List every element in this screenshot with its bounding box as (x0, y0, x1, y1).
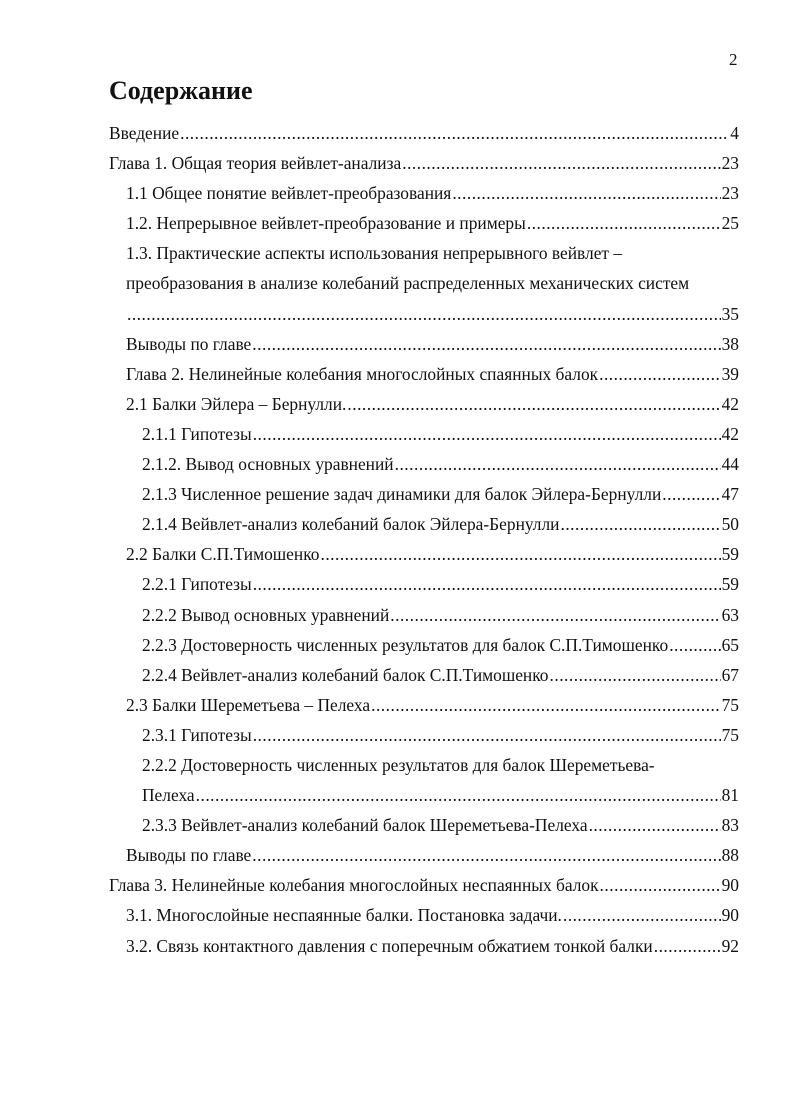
dot-leader (402, 153, 720, 174)
dot-leader (589, 815, 721, 836)
dot-leader (347, 394, 720, 415)
toc-entry-label: 2.3 Балки Шереметьева – Пелеха (126, 694, 371, 715)
dot-leader (253, 574, 721, 595)
toc-entry[interactable] (0, 153, 739, 183)
toc-entry[interactable] (0, 243, 796, 273)
dot-leader (196, 785, 721, 806)
dot-leader (560, 514, 720, 535)
toc-entry[interactable] (0, 755, 796, 785)
toc-entry[interactable] (0, 544, 739, 574)
table-of-contents (0, 123, 796, 966)
toc-entry-label: 1.1 Общее понятие вейвлет-преобразования (126, 183, 452, 204)
toc-entry-page: 44 (721, 454, 739, 475)
toc-entry-page: 23 (721, 183, 739, 204)
toc-entry-continuation[interactable] (0, 273, 796, 303)
toc-entry-page: 81 (721, 785, 739, 806)
toc-entry-page: 50 (721, 514, 739, 535)
toc-entry-page: 75 (721, 724, 739, 745)
toc-entry-label: 1.2. Непрерывное вейвлет-преобразование и примеры (126, 213, 526, 234)
toc-entry[interactable] (0, 845, 739, 875)
toc-entry-label: Выводы по главе (126, 333, 252, 354)
toc-entry[interactable] (0, 123, 739, 153)
page-number: 2 (729, 50, 738, 69)
toc-entry-page: 75 (721, 694, 739, 715)
dot-leader (252, 334, 720, 355)
toc-entry-page: 90 (721, 875, 739, 896)
toc-entry-label: 2.1.3 Численное решение задач динамики для балок Эйлера-Бернулли (142, 484, 662, 505)
toc-entry[interactable] (0, 394, 739, 424)
dot-leader (252, 845, 720, 866)
toc-entry-page: 25 (721, 213, 739, 234)
toc-entry[interactable] (0, 695, 739, 725)
toc-entry-label: 2.2.2 Достоверность численных результатов для балок Шереметьева- (142, 754, 655, 775)
toc-entry-label: 3.1. Многослойные неспаянные балки. Постановка задачи. (126, 905, 562, 926)
toc-entry[interactable] (0, 454, 739, 484)
toc-entry[interactable] (0, 725, 739, 755)
toc-entry[interactable] (0, 875, 739, 905)
toc-entry-page: 42 (721, 393, 739, 414)
toc-entry[interactable] (0, 514, 739, 544)
toc-entry-label: 2.3.1 Гипотезы (142, 724, 252, 745)
toc-entry[interactable] (0, 213, 739, 243)
dot-leader (600, 875, 721, 896)
dot-leader (550, 665, 721, 686)
dot-leader (669, 635, 720, 656)
toc-entry-label: 2.2 Балки С.П.Тимошенко (126, 544, 320, 565)
toc-entry-label: 2.2.3 Достоверность численных результатов для балок С.П.Тимошенко (142, 634, 669, 655)
dot-leader (395, 454, 721, 475)
toc-entry-page: 90 (721, 905, 739, 926)
toc-entry-page: 65 (721, 634, 739, 655)
toc-entry-label: 2.3.3 Вейвлет-анализ колебаний балок Шереметьева-Пелеха (142, 815, 588, 836)
dot-leader (452, 183, 720, 204)
toc-entry-label: Выводы по главе (126, 845, 252, 866)
toc-entry[interactable] (0, 183, 739, 213)
dot-leader (390, 605, 720, 626)
dot-leader (180, 123, 729, 144)
toc-entry-continuation[interactable] (0, 304, 739, 334)
toc-entry-page: 63 (721, 604, 739, 625)
toc-entry[interactable] (0, 424, 739, 454)
toc-entry-page: 47 (721, 484, 739, 505)
toc-entry-page: 4 (730, 123, 739, 143)
toc-entry-label: 2.2.1 Гипотезы (142, 574, 252, 595)
toc-entry-label: 2.2.2 Вывод основных уравнений (142, 604, 390, 625)
toc-entry[interactable] (0, 815, 739, 845)
toc-entry-label: 2.1.1 Гипотезы (142, 423, 252, 444)
toc-entry[interactable] (0, 574, 739, 604)
toc-entry-continuation[interactable] (0, 785, 739, 815)
toc-entry-page: 42 (721, 423, 739, 444)
page-title: Содержание (109, 76, 253, 105)
dot-leader (320, 544, 720, 565)
dot-leader (371, 695, 721, 716)
dot-leader (253, 424, 721, 445)
dot-leader (527, 213, 721, 234)
toc-entry-page: 59 (721, 544, 739, 565)
toc-entry-page: 92 (721, 935, 739, 956)
dot-leader (563, 905, 721, 926)
toc-entry-page: 88 (721, 845, 739, 866)
toc-entry-label: 2.2.4 Вейвлет-анализ колебаний балок С.П.Тимошенко (142, 664, 549, 685)
toc-entry-label: 3.2. Связь контактного давления с поперечным обжатием тонкой балки (126, 935, 653, 956)
toc-entry[interactable] (0, 334, 739, 364)
toc-entry[interactable] (0, 484, 739, 514)
toc-entry-label: преобразования в анализе колебаний распределенных механических систем (126, 273, 690, 294)
toc-entry-page: 83 (721, 815, 739, 836)
dot-leader (253, 725, 721, 746)
toc-entry-label: 2.1.2. Вывод основных уравнений (142, 454, 394, 475)
toc-entry-label: Глава 2. Нелинейные колебания многослойных спаянных балок (126, 363, 599, 384)
dot-leader (127, 304, 721, 325)
toc-entry[interactable] (0, 665, 739, 695)
toc-entry-page: 67 (721, 664, 739, 685)
toc-entry[interactable] (0, 635, 739, 665)
toc-entry-page: 35 (721, 303, 739, 324)
toc-entry[interactable] (0, 936, 739, 966)
toc-entry-label: 2.1 Балки Эйлера – Бернулли. (126, 393, 347, 414)
toc-entry-label: 1.3. Практические аспекты использования непрерывного вейвлет – (126, 243, 623, 264)
toc-entry[interactable] (0, 605, 739, 635)
toc-entry-page: 23 (721, 153, 739, 174)
toc-entry-label: Глава 1. Общая теория вейвлет-анализа (109, 153, 402, 174)
toc-entry-page: 59 (721, 574, 739, 595)
toc-entry-page: 39 (721, 363, 739, 384)
toc-entry[interactable] (0, 364, 739, 394)
toc-entry-label: 2.1.4 Вейвлет-анализ колебаний балок Эйлера-Бернулли (142, 514, 560, 535)
toc-entry-label: Введение (109, 123, 180, 143)
toc-entry-page: 38 (721, 333, 739, 354)
dot-leader (599, 364, 721, 385)
toc-entry-label: Глава 3. Нелинейные колебания многослойных неспаянных балок (109, 875, 599, 896)
dot-leader (662, 484, 720, 505)
dot-leader (654, 936, 721, 957)
toc-entry-label: Пелеха (142, 785, 195, 806)
toc-entry[interactable] (0, 905, 739, 935)
